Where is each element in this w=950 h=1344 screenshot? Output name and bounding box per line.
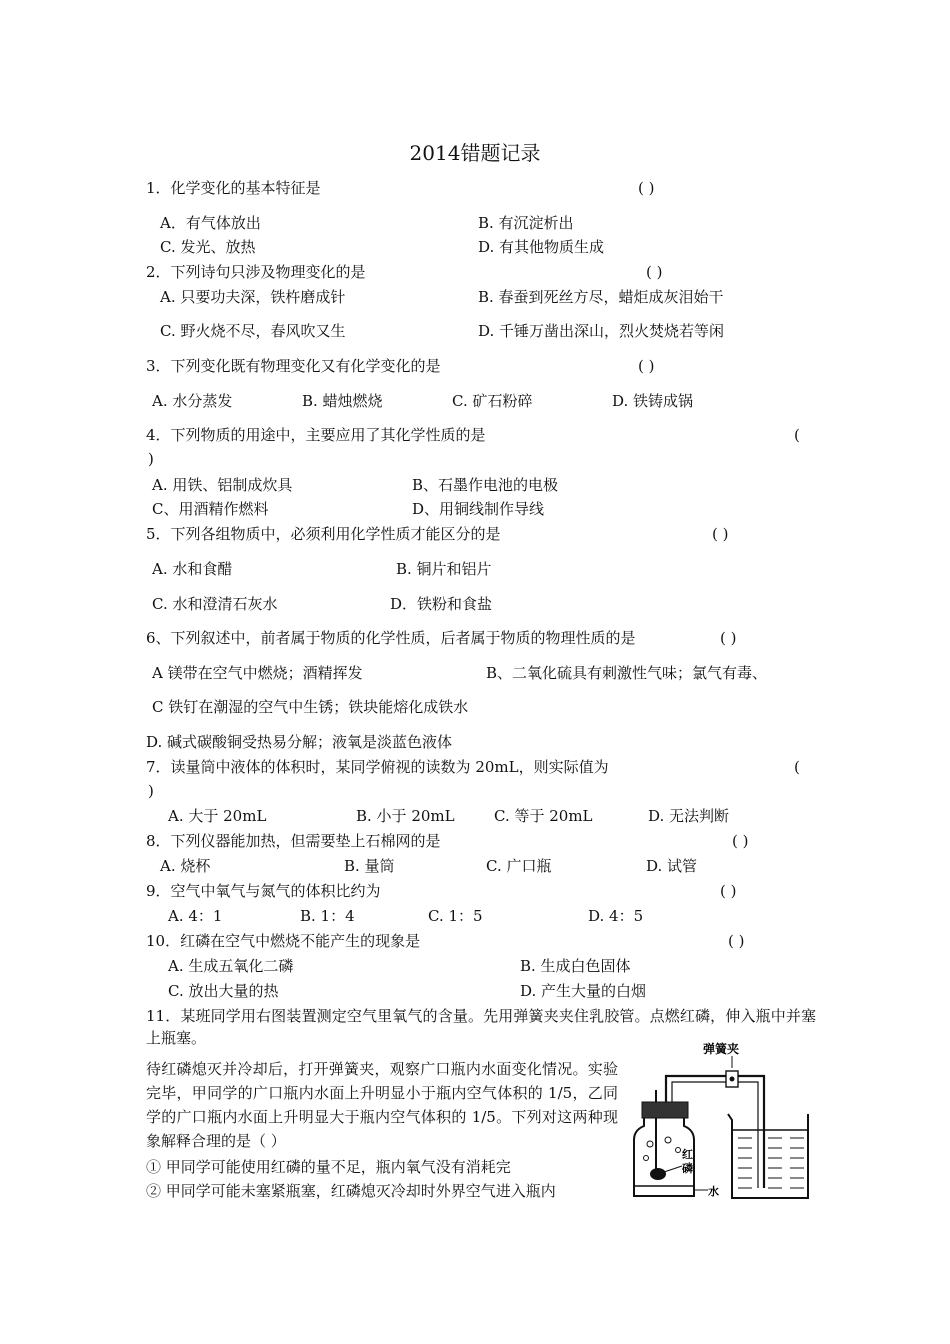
question-10-stem: 10．红磷在空气中燃烧不能产生的现象是 — [146, 932, 421, 950]
question-3-stem: 3．下列变化既有物理变化又有化学变化的是 — [146, 357, 441, 375]
question-3-option-a: A. 水分蒸发 — [152, 392, 233, 410]
white-smoke — [665, 1137, 671, 1143]
glass-tube — [666, 1076, 764, 1188]
question-8-answer-paren: ( ) — [732, 832, 749, 850]
question-4-option-b: B、石墨作电池的电极 — [412, 476, 559, 494]
page-title: 2014错题记录 — [409, 141, 541, 165]
question-3-option-d: D. 铁铸成锅 — [612, 392, 694, 410]
question-1-option-a: A．有气体放出 — [160, 214, 261, 232]
question-8-option-c: C. 广口瓶 — [486, 857, 552, 875]
water-label: 水 — [708, 1185, 719, 1198]
question-9-stem: 9．空气中氧气与氮气的体积比约为 — [146, 882, 381, 900]
phosphorus-label-1: 红 — [682, 1148, 693, 1161]
beaker-water-hatching — [738, 1138, 804, 1188]
question-4-stem: 4．下列物质的用途中，主要应用了其化学性质的是 — [146, 426, 486, 444]
question-11-option-1: ① 甲同学可能使用红磷的量不足，瓶内氧气没有消耗完 — [146, 1158, 511, 1176]
beaker — [728, 1114, 808, 1198]
question-4-paren-close: ) — [148, 450, 154, 468]
question-4-paren-open: ( — [794, 426, 800, 444]
white-smoke — [647, 1141, 653, 1147]
question-4-option-d: D、用铜线制作导线 — [412, 500, 545, 518]
question-9-option-d: D. 4：5 — [588, 907, 644, 925]
question-5-option-d: D．铁粉和食盐 — [390, 595, 493, 613]
question-9-option-b: B. 1：4 — [300, 907, 355, 925]
question-6-option-a: A 镁带在空气中燃烧；酒精挥发 — [152, 664, 363, 682]
phosphorus-label-2: 磷 — [682, 1162, 693, 1175]
question-7-option-d: D. 无法判断 — [648, 807, 730, 825]
spring-clamp-pin — [730, 1077, 735, 1082]
question-10-option-c: C. 放出大量的热 — [168, 982, 279, 1000]
question-6-option-c: C 铁钉在潮湿的空气中生锈；铁块能熔化成铁水 — [152, 698, 469, 716]
question-5-option-c: C. 水和澄清石灰水 — [152, 595, 278, 613]
question-10-option-b: B. 生成白色固体 — [520, 957, 631, 975]
question-1-stem: 1．化学变化的基本特征是 — [146, 179, 321, 197]
question-5-option-a: A. 水和食醋 — [152, 560, 233, 578]
phosphorus-leader — [664, 1166, 682, 1172]
bottle-stopper — [642, 1102, 688, 1118]
question-2-option-d: D. 千锤万凿出深山，烈火焚烧若等闲 — [478, 322, 725, 340]
question-11-body: 待红磷熄灭并冷却后，打开弹簧夹，观察广口瓶内水面变化情况。实验完毕，甲同学的广口瓶内水面上升明显小于瓶内空气体积的 1/5，乙同学的广口瓶内水面上升明显大于瓶内空气体积的 1/5。下列对这两种现象解释合理的是（ ） — [146, 1060, 618, 1150]
question-8-option-d: D. 试管 — [646, 857, 698, 875]
question-7-paren-open: ( — [794, 758, 800, 776]
question-2-option-a: A. 只要功夫深，铁杵磨成针 — [160, 288, 346, 306]
question-10-option-a: A. 生成五氧化二磷 — [168, 957, 294, 975]
question-7-stem: 7．读量筒中液体的体积时，某同学俯视的读数为 20mL，则实际值为 — [146, 758, 609, 776]
question-1-option-c: C. 发光、放热 — [160, 238, 256, 256]
question-3-answer-paren: ( ) — [638, 357, 655, 375]
question-6-option-d: D. 碱式碳酸铜受热易分解；液氧是淡蓝色液体 — [146, 733, 453, 751]
clamp-label: 弹簧夹 — [703, 1042, 740, 1056]
question-5-option-b: B. 铜片和铝片 — [396, 560, 492, 578]
question-6-option-b: B、二氧化硫具有刺激性气味；氯气有毒、 — [486, 664, 768, 682]
question-6-stem: 6、下列叙述中，前者属于物质的化学性质，后者属于物质的物理性质的是 — [146, 629, 636, 647]
question-9-answer-paren: ( ) — [720, 882, 737, 900]
question-4-option-c: C、用酒精作燃料 — [152, 500, 269, 518]
question-1-option-b: B. 有沉淀析出 — [478, 214, 574, 232]
question-7-option-c: C. 等于 20mL — [494, 807, 593, 825]
question-6-answer-paren: ( ) — [720, 629, 737, 647]
question-10-option-d: D. 产生大量的白烟 — [520, 982, 647, 1000]
question-2-option-b: B. 春蚕到死丝方尽，蜡炬成灰泪始干 — [478, 288, 724, 306]
question-5-stem: 5．下列各组物质中，必须利用化学性质才能区分的是 — [146, 525, 501, 543]
question-11-option-2: ② 甲同学可能未塞紧瓶塞，红磷熄灭冷却时外界空气进入瓶内 — [146, 1182, 556, 1200]
question-4-option-a: A. 用铁、铝制成炊具 — [152, 476, 293, 494]
question-7-paren-close: ) — [148, 782, 154, 800]
question-8-option-a: A. 烧杯 — [160, 857, 211, 875]
question-9-option-a: A. 4：1 — [168, 907, 223, 925]
question-2-stem: 2．下列诗句只涉及物理变化的是 — [146, 263, 366, 281]
question-3-option-b: B. 蜡烛燃烧 — [302, 392, 383, 410]
question-1-option-d: D. 有其他物质生成 — [478, 238, 605, 256]
question-1-answer-paren: ( ) — [638, 179, 655, 197]
question-8-option-b: B. 量筒 — [344, 857, 395, 875]
question-7-option-a: A. 大于 20mL — [168, 807, 267, 825]
white-smoke — [644, 1156, 649, 1161]
question-5-answer-paren: ( ) — [712, 525, 729, 543]
question-7-option-b: B. 小于 20mL — [356, 807, 455, 825]
white-smoke — [676, 1148, 681, 1153]
combustion-spoon — [650, 1168, 666, 1180]
question-2-answer-paren: ( ) — [646, 263, 663, 281]
apparatus-figure — [628, 1040, 823, 1200]
question-8-stem: 8．下列仪器能加热，但需要垫上石棉网的是 — [146, 832, 441, 850]
question-3-option-c: C. 矿石粉碎 — [452, 392, 533, 410]
question-2-option-c: C. 野火烧不尽，春风吹又生 — [160, 322, 346, 340]
question-11-lead: 11．某班同学用右图装置测定空气里氧气的含量。先用弹簧夹夹住乳胶管。点燃红磷，伸入瓶中并塞上瓶塞。 — [146, 1007, 816, 1047]
question-10-answer-paren: ( ) — [728, 932, 745, 950]
question-9-option-c: C. 1：5 — [428, 907, 483, 925]
